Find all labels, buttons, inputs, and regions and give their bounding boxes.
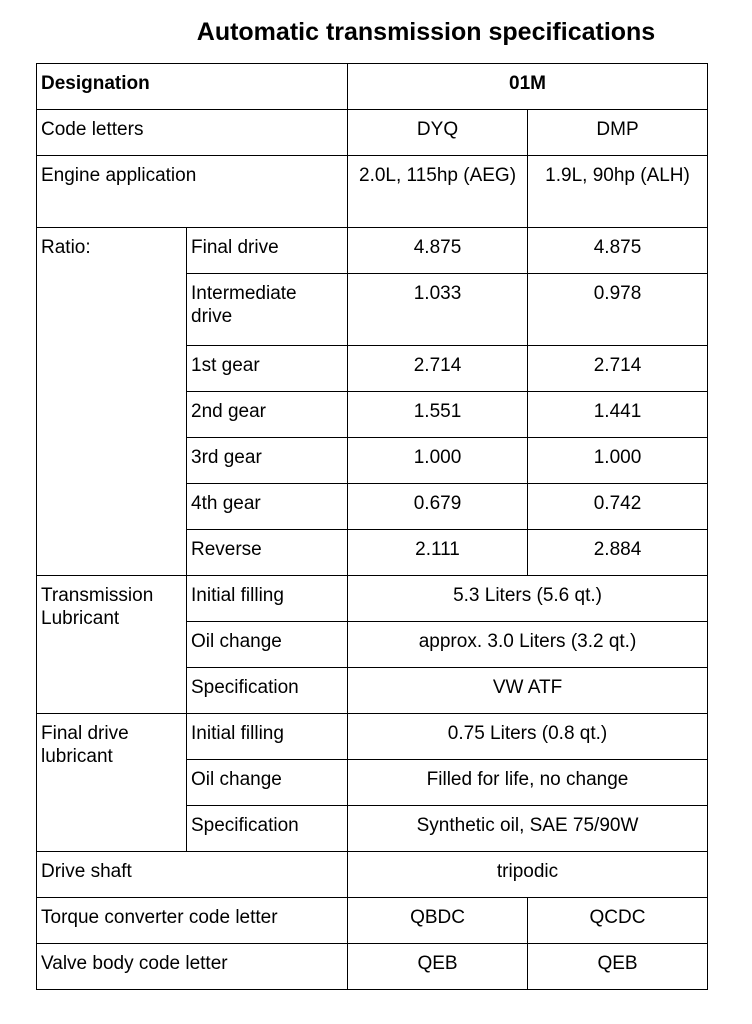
table-row	[37, 852, 708, 898]
ratio-value: 1.551	[348, 392, 528, 438]
designation-value: 01M	[348, 64, 708, 110]
spec-table	[36, 63, 708, 990]
lube-row-label: Initial filling	[187, 714, 348, 760]
lube-row-label: Specification	[187, 668, 348, 714]
ratio-row-label: 3rd gear	[187, 438, 348, 484]
ratio-value: 2.714	[528, 346, 708, 392]
ratio-row-label: 1st gear	[187, 346, 348, 392]
ratio-value: 4.875	[528, 228, 708, 274]
table-row	[37, 714, 708, 760]
code-letters-label: Code letters	[37, 110, 348, 156]
ratio-row-label: Reverse	[187, 530, 348, 576]
ratio-value: 2.884	[528, 530, 708, 576]
ratio-row-label: Final drive	[187, 228, 348, 274]
ratio-value: 2.714	[348, 346, 528, 392]
lube-row-label: Oil change	[187, 622, 348, 668]
valve-body-label: Valve body code letter	[37, 944, 348, 990]
ratio-value: 1.441	[528, 392, 708, 438]
ratio-value: 1.033	[348, 274, 528, 346]
engine-value-2: 1.9L, 90hp (ALH)	[528, 156, 708, 228]
engine-label: Engine application	[37, 156, 348, 228]
code-letter-dyq: DYQ	[348, 110, 528, 156]
page-title: Automatic transmission specifications	[196, 18, 656, 46]
torque-converter-value-2: QCDC	[528, 898, 708, 944]
ratio-value: 1.000	[348, 438, 528, 484]
ratio-row-label: 2nd gear	[187, 392, 348, 438]
ratio-value: 0.978	[528, 274, 708, 346]
ratio-value: 4.875	[348, 228, 528, 274]
ratio-row-label: Intermediate drive	[187, 274, 348, 346]
ratio-row-label: 4th gear	[187, 484, 348, 530]
ratio-value: 0.679	[348, 484, 528, 530]
ratio-value: 0.742	[528, 484, 708, 530]
table-row	[37, 228, 708, 274]
table-row	[37, 944, 708, 990]
lube-row-value: 5.3 Liters (5.6 qt.)	[348, 576, 708, 622]
table-row	[37, 576, 708, 622]
table-row	[37, 898, 708, 944]
table-row	[37, 64, 708, 110]
valve-body-value-2: QEB	[528, 944, 708, 990]
lube-row-value: approx. 3.0 Liters (3.2 qt.)	[348, 622, 708, 668]
lube-row-label: Initial filling	[187, 576, 348, 622]
lube-row-label: Oil change	[187, 760, 348, 806]
designation-label: Designation	[37, 64, 348, 110]
valve-body-value-1: QEB	[348, 944, 528, 990]
ratio-label: Ratio:	[37, 228, 187, 576]
final-lube-label: Final drive lubricant	[37, 714, 187, 852]
ratio-value: 2.111	[348, 530, 528, 576]
lube-row-label: Specification	[187, 806, 348, 852]
lube-row-value: VW ATF	[348, 668, 708, 714]
lube-row-value: Filled for life, no change	[348, 760, 708, 806]
table-row	[37, 156, 708, 228]
code-letter-dmp: DMP	[528, 110, 708, 156]
drive-shaft-value: tripodic	[348, 852, 708, 898]
drive-shaft-label: Drive shaft	[37, 852, 348, 898]
ratio-value: 1.000	[528, 438, 708, 484]
torque-converter-label: Torque converter code letter	[37, 898, 348, 944]
lube-row-value: Synthetic oil, SAE 75/90W	[348, 806, 708, 852]
engine-value-1: 2.0L, 115hp (AEG)	[348, 156, 528, 228]
table-row	[37, 110, 708, 156]
trans-lube-label: Transmission Lubricant	[37, 576, 187, 714]
torque-converter-value-1: QBDC	[348, 898, 528, 944]
lube-row-value: 0.75 Liters (0.8 qt.)	[348, 714, 708, 760]
